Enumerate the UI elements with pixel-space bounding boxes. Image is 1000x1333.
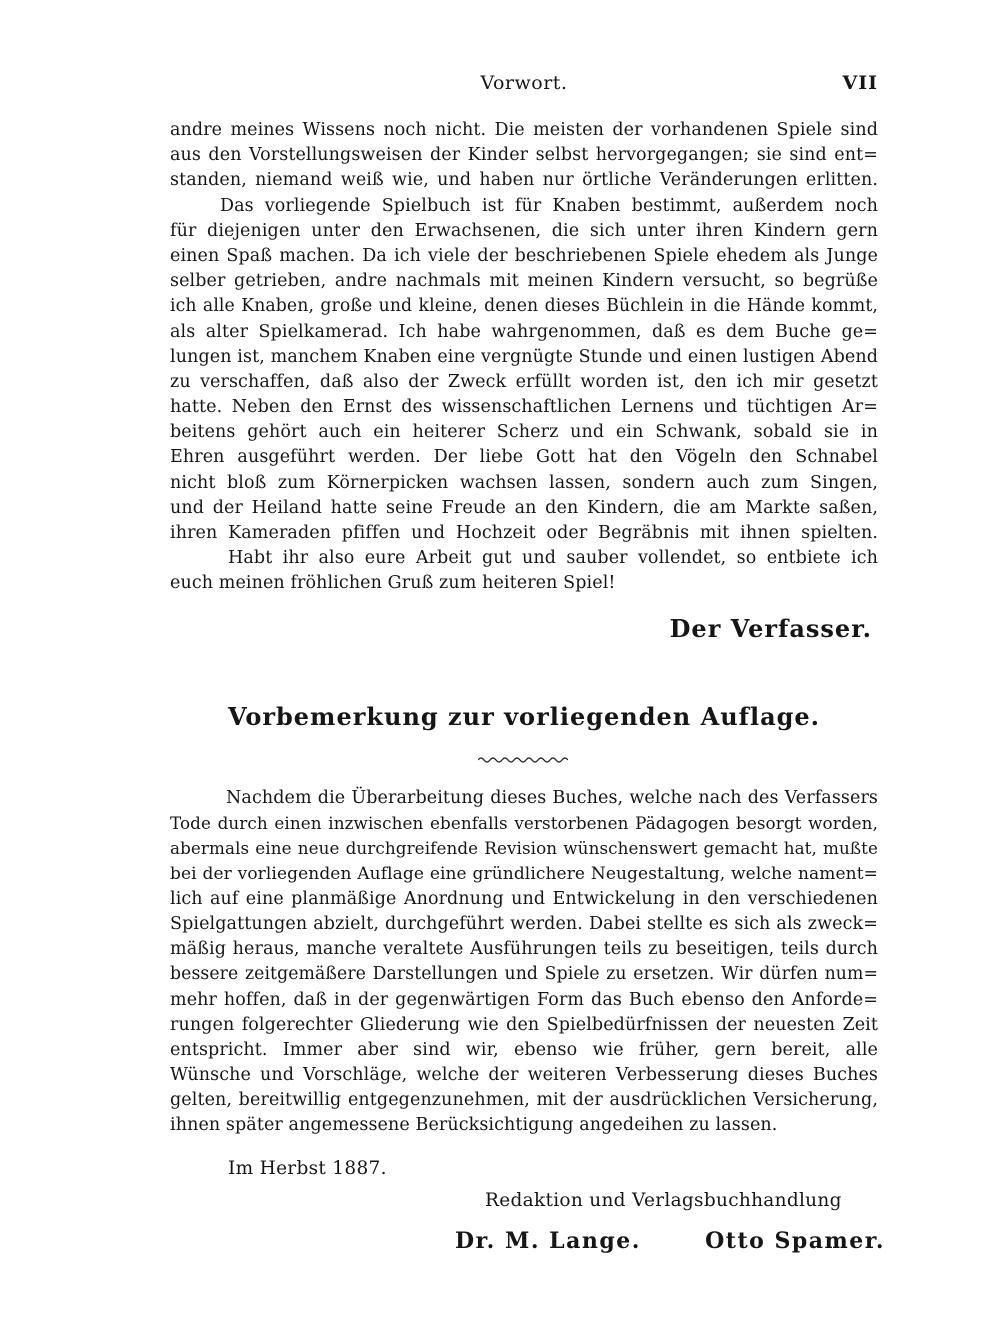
text-line: ihren Kameraden pfiffen und Hochzeit oder Begräbnis mit ihnen spielten. [170,523,878,543]
text-line: standen, niemand weiß wie, und haben nur örtliche Veränderungen erlitten. [170,170,878,191]
page-number: VII [842,72,878,94]
text-line: lich auf eine planmäßige Anordnung und Entwickelung in den verschiedenen [170,888,878,909]
signatory-lange: Dr. M. Lange. [455,1228,641,1254]
text-line: als alter Spielkamerad. Ich habe wahrgenommen, daß es dem Buche ge= [170,321,878,342]
running-title: Vorwort. [480,72,568,94]
author-signature: Der Verfasser. [669,614,872,643]
text-line: gelten, bereitwillig entgegenzunehmen, mit der ausdrücklichen Versicherung, [170,1090,878,1111]
text-line: und der Heiland hatte seine Freude an den Kindern, die am Markte saßen, [170,497,878,518]
text-line: mehr hoffen, daß in der gegenwärtigen Form das Buch ebenso den Anforde= [170,989,878,1010]
text-line: für diejenigen unter den Erwachsenen, die sich unter ihren Kindern gern [170,220,878,241]
page-header [170,72,878,102]
publisher-line: Redaktion und Verlagsbuchhandlung [485,1190,842,1211]
wavy-divider [478,756,568,764]
text-line: einen Spaß machen. Da ich viele der beschriebenen Spiele ehedem als Junge [170,245,878,266]
text-line: Das vorliegende Spielbuch ist für Knaben bestimmt, außerdem noch [220,195,878,216]
text-line: zu verschaffen, daß also der Zweck erfüllt worden ist, den ich mir gesetzt [170,371,878,392]
text-line: bessere zeitgemäßere Darstellungen und Spiele zu ersetzen. Wir dürfen num= [170,964,878,985]
text-line: beitens gehört auch ein heiterer Scherz und ein Schwank, sobald sie in [170,422,878,443]
text-line: Nachdem die Überarbeitung dieses Buches, welche nach des Verfassers [226,788,878,808]
text-line: entspricht. Immer aber sind wir, ebenso wie früher, gern bereit, alle [170,1039,878,1060]
date-line: Im Herbst 1887. [228,1158,387,1179]
text-line: abermals eine neue durchgreifende Revision wünschenswert gemacht hat, mußte [170,838,878,859]
text-line: Spielgattungen abzielt, durchgeführt werden. Dabei stellte es sich als zweck= [170,913,878,934]
text-line: Ehren ausgeführt werden. Der liebe Gott hat den Vögeln den Schnabel [170,447,878,468]
text-line: hatte. Neben den Ernst des wissenschaftlichen Lernens und tüchtigen Ar= [170,397,878,418]
foreword-text [170,118,878,597]
text-line: Wünsche und Vorschläge, welche der weiteren Verbesserung dieses Buches [170,1065,878,1086]
text-line: Habt ihr also eure Arbeit gut und sauber vollendet, so entbiete ich [228,548,878,569]
text-line: lungen ist, manchem Knaben eine vergnügte Stunde und einen lustigen Abend [170,346,878,367]
text-line: nicht bloß zum Körnerpicken wachsen lassen, sondern auch zum Singen, [170,472,878,493]
text-line: ihnen später angemessene Berücksichtigung angedeihen zu lassen. [170,1115,778,1136]
text-line: Tode durch einen inzwischen ebenfalls verstorbenen Pädagogen besorgt worden, [170,813,878,834]
note-text [170,786,878,1139]
signatures [455,1228,885,1264]
text-line: bei der vorliegenden Auflage eine gründlichere Neugestaltung, welche nament= [170,863,878,884]
text-line: selber getrieben, andre nachmals mit meinen Kindern versucht, so begrüße [170,271,878,292]
text-line: rungen folgerechter Gliederung wie den Spielbedürfnissen der neuesten Zeit [170,1014,878,1035]
signatory-spamer: Otto Spamer. [705,1228,885,1254]
text-line: andre meines Wissens noch nicht. Die meisten der vorhandenen Spiele sind [170,120,878,140]
text-line: mäßig heraus, manche veraltete Ausführungen teils zu beseitigen, teils durch [170,939,878,960]
text-line: aus den Vorstellungsweisen der Kinder selbst hervorgegangen; sie sind ent= [170,145,878,166]
text-line: euch meinen fröhlichen Gruß zum heiteren Spiel! [170,573,616,594]
section-heading: Vorbemerkung zur vorliegenden Auflage. [227,702,821,731]
text-line: ich alle Knaben, große und kleine, denen dieses Büchlein in die Hände kommt, [170,296,878,317]
